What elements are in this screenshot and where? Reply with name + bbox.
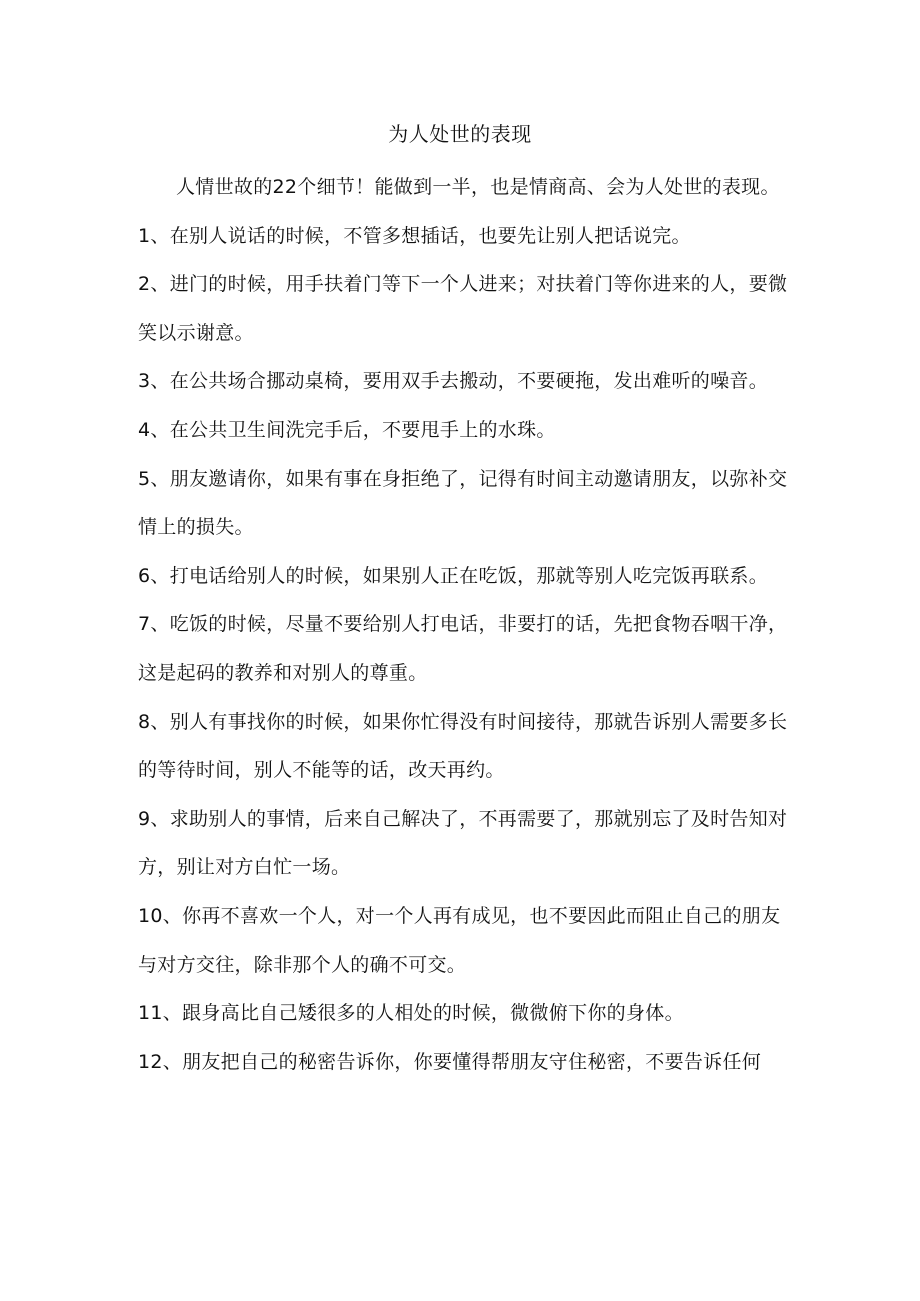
- list-item: 9、求助别人的事情，后来自己解决了，不再需要了，那就别忘了及时告知对方，别让对方白忙一场。: [138, 807, 788, 879]
- list-item: 3、在公共场合挪动桌椅，要用双手去搬动，不要硬拖，发出难听的噪音。: [138, 370, 768, 393]
- document-body: [138, 163, 788, 1086]
- list-item: 6、打电话给别人的时候，如果别人正在吃饭，那就等别人吃完饭再联系。: [138, 564, 768, 587]
- list-item: 2、进门的时候，用手扶着门等下一个人进来；对扶着门等你进来的人，要微笑以示谢意。: [138, 273, 788, 344]
- list-item: 11、跟身高比自己矮很多的人相处的时候，微微俯下你的身体。: [138, 1002, 684, 1025]
- list-item: 8、别人有事找你的时候，如果你忙得没有时间接待，那就告诉别人需要多长的等待时间，别人不能等的话，改天再约。: [138, 710, 788, 782]
- list-item: 12、朋友把自己的秘密告诉你，你要懂得帮朋友守住秘密，不要告诉任何: [138, 1050, 762, 1073]
- intro-paragraph: 人情世故的22个细节！能做到一半，也是情商高、会为人处世的表现。: [176, 176, 780, 198]
- list-item: 5、朋友邀请你，如果有事在身拒绝了，记得有时间主动邀请朋友，以弥补交情上的损失。: [138, 467, 788, 539]
- list-item: 1、在别人说话的时候，不管多想插话，也要先让别人把话说完。: [138, 224, 691, 247]
- list-item: 10、你再不喜欢一个人，对一个人再有成见，也不要因此而阻止自己的朋友与对方交往，除非那个人的确不可交。: [138, 904, 781, 976]
- list-item: 4、在公共卫生间洗完手后，不要甩手上的水珠。: [138, 418, 556, 441]
- document-title: 为人处世的表现: [388, 122, 532, 146]
- list-item: 7、吃饭的时候，尽量不要给别人打电话，非要打的话，先把食物吞咽干净，这是起码的教养和对别人的尊重。: [138, 613, 788, 684]
